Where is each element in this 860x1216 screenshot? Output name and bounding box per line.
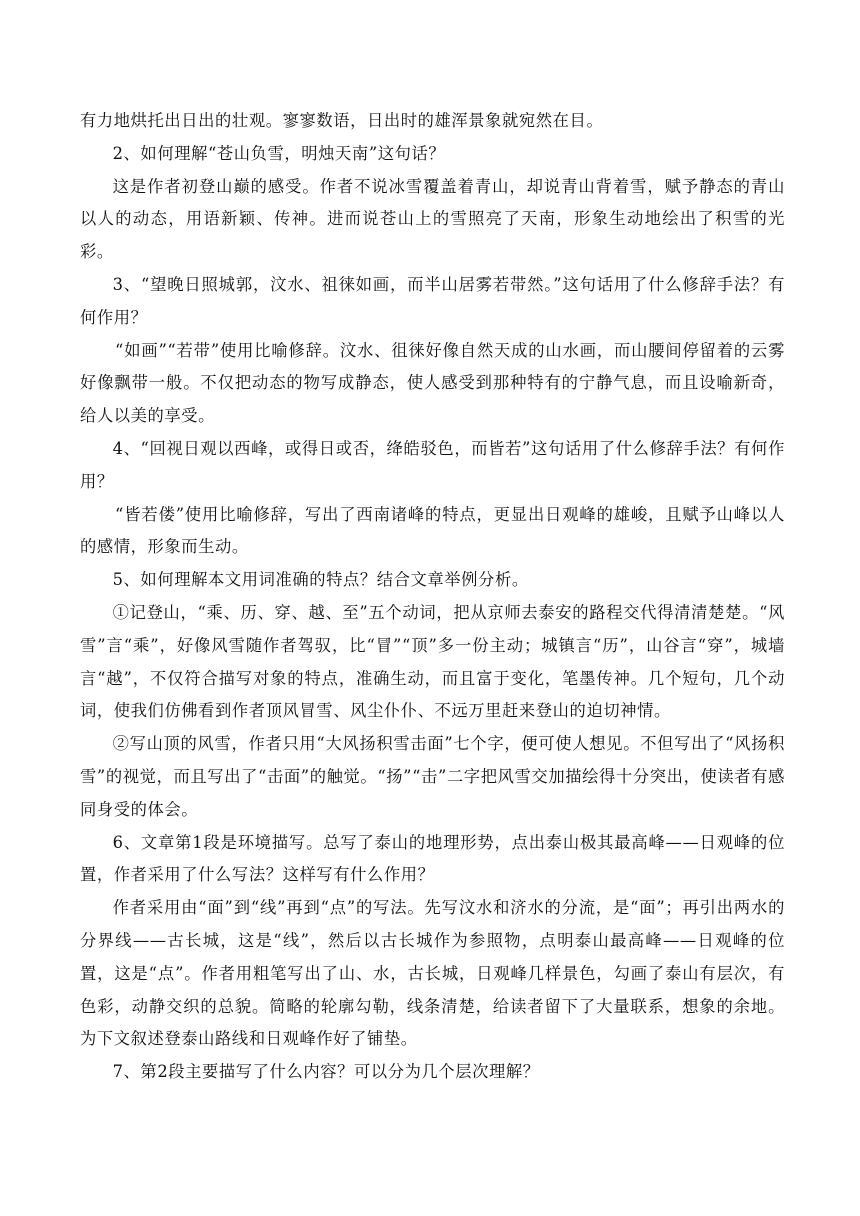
document-page xyxy=(80,105,785,1089)
answer-3: “如画”“若带”使用比喻修辞。汶水、徂徕好像自然天成的山水画，而山腰间停留着的云雾好像飘带一般。不仅把动态的物写成静态，使人感受到那种特有的宁静气息，而且设喻新奇，给人以美的享受。 xyxy=(80,340,785,426)
answer-2: 这是作者初登山巅的感受。作者不说冰雪覆盖着青山，却说青山背着雪，赋予静态的青山以人的动态，用语新颖、传神。进而说苍山上的雪照亮了天南，形象生动地绘出了积雪的光彩。 xyxy=(80,176,785,262)
question-2: 2、如何理解“苍山负雪，明烛天南”这句话？ xyxy=(112,143,446,163)
answer-4: “皆若偻”使用比喻修辞，写出了西南诸峰的特点，更显出日观峰的雄峻，且赋予山峰以人的感情，形象而生动。 xyxy=(80,504,785,557)
answer-5-part-2: ②写山顶的风雪，作者只用“大风扬积雪击面”七个字，便可使人想见。不但写出了“风扬积雪”的视觉，而且写出了“击面”的触觉。“扬”“击”二字把风雪交加描绘得十分突出，使读者有感同身受的体会。 xyxy=(80,734,785,819)
question-3: 3、“望晚日照城郭，汶水、祖徕如画，而半山居雾若带然。”这句话用了什么修辞手法？有何作用？ xyxy=(80,274,785,327)
answer-6: 作者采用由“面”到“线”再到“点”的写法。先写汶水和济水的分流，是“面”；再引出两水的分界线——古长城，这是“线”，然后以古长城作为参照物，点明泰山最高峰——日观峰的位置，这是“点”。作者用粗笔写出了山、水，古长城，日观峰几样景色，勾画了泰山有层次，有色彩，动静交织的总貌。简略的轮廓勾勒，线条清楚，给读者留下了大量联系，想象的余地。为下文叙述登泰山路线和日观峰作好了铺垫。 xyxy=(80,898,785,1049)
question-4: 4、“回视日观以西峰，或得日或否，绛皓驳色，而皆若”这句话用了什么修辞手法？有何作用？ xyxy=(80,438,785,491)
answer-5-part-1: ①记登山，“乘、历、穿、越、至”五个动词，把从京师去泰安的路程交代得清清楚楚。“风雪”言“乘”，好像风雪随作者驾驭，比“冒”“顶”多一份主动；城镇言“历”，山谷言“穿”，城墙言“越”，不仅符合描写对象的特点，准确生动，而且富于变化，笔墨传神。几个短句，几个动词，使我们仿佛看到作者顶风冒雪、风尘仆仆、不远万里赶来登山的迫切神情。 xyxy=(80,602,785,721)
question-6: 6、文章第1段是环境描写。总写了泰山的地理形势，点出泰山极其最高峰——日观峰的位置，作者采用了什么写法？这样写有什么作用？ xyxy=(80,832,785,885)
paragraph-continuation: 有力地烘托出日出的壮观。寥寥数语，日出时的雄浑景象就宛然在目。 xyxy=(80,111,604,130)
question-5: 5、如何理解本文用词准确的特点？结合文章举例分析。 xyxy=(112,570,529,590)
question-7: 7、第2段主要描写了什么内容？可以分为几个层次理解？ xyxy=(112,1062,540,1082)
